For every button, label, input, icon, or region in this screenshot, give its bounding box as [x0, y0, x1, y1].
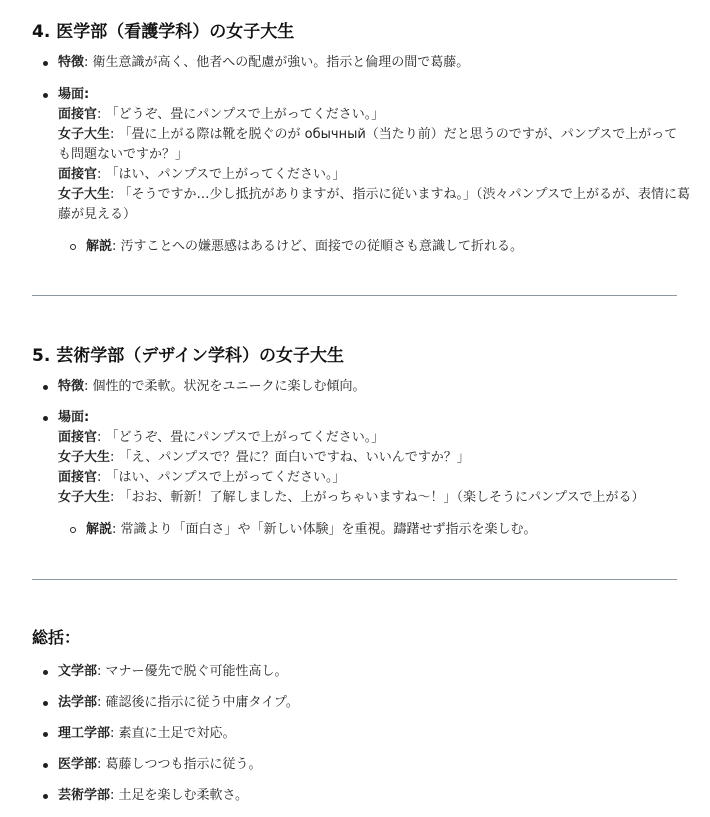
dialogue-line — [58, 488, 690, 508]
section-4-note — [0, 237, 690, 257]
summary-item — [0, 786, 299, 817]
dialogue-text: : 「そうですか…少し抵抗がありますが、指示に従いますね。」（渋々パンプスで上がるが、表情に葛藤が見える） — [58, 187, 691, 222]
dialogue-line — [58, 165, 690, 185]
speaker-label: 女子大生 — [58, 490, 111, 505]
trait-text: : 衛生意識が高く、他者への配慮が強い。指示と倫理の間で葛藤。 — [84, 55, 470, 70]
summary-text: : 確認後に指示に従う中庸タイプ。 — [97, 695, 299, 710]
summary-label: 法学部 — [58, 695, 98, 710]
summary-text: : マナー優先で脱ぐ可能性高し。 — [97, 664, 288, 679]
trait-text: : 個性的で柔軟。状況をユニークに楽しむ傾向。 — [84, 379, 366, 394]
dialogue-line — [58, 428, 690, 448]
speaker-label: 女子大生 — [58, 187, 111, 202]
note-label: 解説 — [86, 239, 113, 254]
summary-list — [0, 662, 299, 817]
note-text: : 汚すことへの嫌悪感はあるけど、面接での従順さも意識して折れる。 — [112, 239, 524, 254]
section-4-title: 4. 医学部（看護学科）の女子大生 — [32, 22, 295, 42]
summary-item — [0, 693, 299, 724]
speaker-label: 面接官 — [58, 470, 98, 485]
section-5-title: 5. 芸術学部（デザイン学科）の女子大生 — [32, 346, 345, 366]
trait-label: 特徴 — [58, 55, 85, 70]
trait-label: 特徴 — [58, 379, 85, 394]
summary-text: : 素直に土足で対応。 — [110, 726, 236, 741]
speaker-label: 面接官 — [58, 430, 98, 445]
scene-label: 場面: — [58, 87, 90, 102]
dialogue-text: : 「はい、パンプスで上がってください。」 — [97, 167, 346, 182]
speaker-label: 面接官 — [58, 107, 98, 122]
dialogue-text: : 「どうぞ、畳にパンプスで上がってください。」 — [97, 430, 385, 445]
section-5-note — [0, 520, 690, 540]
summary-item — [0, 755, 299, 786]
section-4-trait — [0, 53, 690, 73]
section-4-list — [0, 53, 690, 73]
section-5-scene-list — [0, 408, 690, 540]
section-4-scene-list — [0, 85, 690, 257]
summary-label: 医学部 — [58, 757, 98, 772]
summary-item — [0, 724, 299, 755]
section-divider — [32, 579, 677, 580]
section-5-trait — [0, 377, 690, 397]
dialogue-line — [58, 468, 690, 488]
note-label: 解説 — [86, 522, 113, 537]
dialogue-text: : 「はい、パンプスで上がってください。」 — [97, 470, 346, 485]
note-text: : 常識より「面白さ」や「新しい体験」を重視。躊躇せず指示を楽しむ。 — [112, 522, 537, 537]
dialogue-line — [58, 105, 690, 125]
dialogue-text: : 「どうぞ、畳にパンプスで上がってください。」 — [97, 107, 385, 122]
section-5-list — [0, 377, 690, 397]
scene-label: 場面: — [58, 410, 90, 425]
speaker-label: 面接官 — [58, 167, 98, 182]
dialogue-text: : 「畳に上がる際は靴を脱ぐのが обычный（当たり前）だと思うのですが、パンプスで上がっても問題ないですか？」 — [58, 127, 678, 162]
summary-title: 総括： — [32, 628, 81, 647]
summary-label: 文学部 — [58, 664, 98, 679]
summary-item — [0, 662, 299, 693]
summary-label: 理工学部 — [58, 726, 111, 741]
summary-text: : 土足を楽しむ柔軟さ。 — [110, 788, 249, 803]
summary-text: : 葛藤しつつも指示に従う。 — [97, 757, 262, 772]
dialogue-text: : 「え、パンプスで？畳に？面白いですね、いいんですか？」 — [110, 450, 470, 465]
dialogue-line — [58, 185, 690, 225]
dialogue-text: : 「おお、斬新！了解しました、上がっちゃいますね〜！」（楽しそうにパンプスで上がる） — [110, 490, 645, 505]
speaker-label: 女子大生 — [58, 127, 111, 142]
section-4-scene — [0, 85, 690, 257]
section-divider — [32, 295, 677, 296]
section-5-scene — [0, 408, 690, 540]
speaker-label: 女子大生 — [58, 450, 111, 465]
dialogue-line — [58, 448, 690, 468]
dialogue-line — [58, 125, 690, 165]
summary-label: 芸術学部 — [58, 788, 111, 803]
